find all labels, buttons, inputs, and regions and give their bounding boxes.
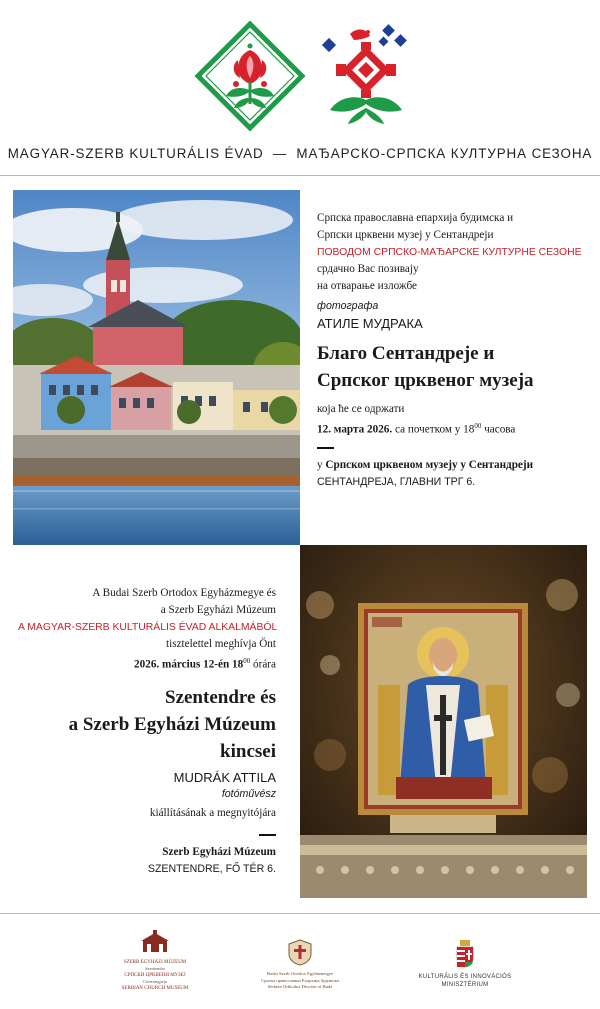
ministry-culture-innovation-logo [410, 940, 520, 989]
diocese-coat-of-arms-icon [285, 938, 315, 966]
szentendre-town-photo [13, 190, 300, 545]
logo1-line2: Szentendre [145, 966, 165, 971]
hungarian-organizer-1: A Budai Szerb Ortodox Egyházmegye és [92, 587, 276, 599]
tagline-serbian: МАЂАРСКО-СРПСКА КУЛТУРНА СЕЗОНА [296, 146, 593, 161]
serbian-occasion: ПОВОДОМ СРПСКО-МАЂАРСКЕ КУЛТУРНЕ СЕЗОНЕ [317, 247, 582, 258]
logo1-line5: SERBIAN CHURCH MUSEUM [121, 986, 189, 991]
logo2-line3: Serbian Orthodox Diocese of Buda [267, 984, 333, 989]
logo3-line2: MINISZTÉRIUM [441, 982, 489, 988]
serbian-invite-1: срдачно Вас позивају [317, 263, 419, 275]
serbian-invite-2: на отварање изложбе [317, 280, 417, 292]
serbian-venue-pre: у [317, 458, 326, 471]
serbian-organizer-1: Српска православна епархија будимска и [317, 212, 514, 224]
hungarian-exhibition-title-3: kincsei [220, 740, 276, 762]
hungarian-address: SZENTENDRE, FŐ TÉR 6. [147, 862, 276, 875]
tulip-emblem [194, 20, 306, 132]
serbian-time-text: са почетком у 18 [392, 423, 475, 436]
serbian-photographer-name: АТИЛЕ МУДРАКА [317, 316, 423, 331]
hungarian-coat-of-arms-icon [455, 940, 475, 968]
hungarian-time-sup: 00 [243, 657, 251, 665]
logo2-line1: Budai Szerb Ortodox Egyházmegye [266, 971, 334, 976]
serbian-invitation [317, 210, 592, 491]
hungarian-invitation [18, 585, 276, 878]
museum-church-icon [135, 930, 175, 954]
serbian-organizer-2: Српски црквени музеј у Сентандреји [317, 229, 494, 241]
hungarian-organizer-2: a Szerb Egyházi Múzeum [160, 604, 276, 616]
hungarian-invite: tisztelettel meghívja Önt [166, 638, 276, 650]
serbian-venue: Српском црквеном музеју у Сентандреји [325, 458, 534, 471]
logo1-line1: SZERB EGYHÁZI MÚZEUM [123, 960, 187, 965]
serbian-exhibition-title-2: Српског црквеног музеја [317, 370, 534, 391]
hungarian-photographer-role: fotóművész [221, 787, 276, 800]
tagline-separator: — [272, 146, 288, 161]
hungarian-date: 2026. március 12-én 18 [134, 658, 244, 671]
serbian-photographer-role: фотографа [317, 300, 379, 312]
serbian-church-museum-logo [100, 930, 210, 992]
serbian-time-end: часова [481, 423, 516, 436]
saint-spyridon-icon-photo [300, 545, 587, 898]
bottom-divider [0, 913, 600, 914]
hungarian-date-line [18, 653, 276, 674]
serbian-address: СЕНТАНДРЕЈА, ГЛАВНИ ТРГ 6. [317, 475, 476, 488]
logo1-line4: Сентандреја [143, 979, 167, 984]
hungarian-photographer-name: MUDRÁK ATTILA [173, 769, 276, 785]
top-divider [0, 175, 600, 176]
hungarian-venue: Szerb Egyházi Múzeum [162, 845, 276, 858]
hungarian-dash [259, 834, 276, 836]
serbian-time-sup: 00 [474, 422, 482, 430]
serbian-held: која ће се одржати [317, 403, 405, 415]
tagline-hungarian: MAGYAR-SZERB KULTURÁLIS ÉVAD [7, 146, 264, 161]
hungarian-exhibition-title-1: Szentendre és [165, 686, 276, 708]
serbian-exhibition-title-1: Благо Сентандреје и [317, 343, 495, 364]
hungarian-exhibition-title-2: a Szerb Egyházi Múzeum [68, 713, 276, 735]
serbian-pattern-emblem [318, 22, 414, 126]
hungarian-occasion: A MAGYAR-SZERB KULTURÁLIS ÉVAD ALKALMÁBÓL [18, 622, 278, 633]
serbian-date: 12. марта 2026. [317, 423, 393, 436]
hungarian-time-end: órára [250, 658, 276, 671]
serbian-date-line [317, 418, 592, 439]
serbian-dash [317, 447, 334, 449]
logo2-line2: Српска православна Епархија будимска [261, 977, 339, 983]
logo3-line1: KULTURÁLIS ÉS INNOVÁCIÓS [418, 974, 512, 980]
logo1-line3: СРПСКИ ЦРКВЕНИ МУЗЕЈ [124, 973, 186, 978]
season-tagline [0, 146, 600, 161]
serbian-venue-line [317, 457, 592, 474]
diocese-of-buda-logo [240, 938, 360, 991]
hungarian-opening: kiállításának a megnyitójára [149, 806, 276, 819]
